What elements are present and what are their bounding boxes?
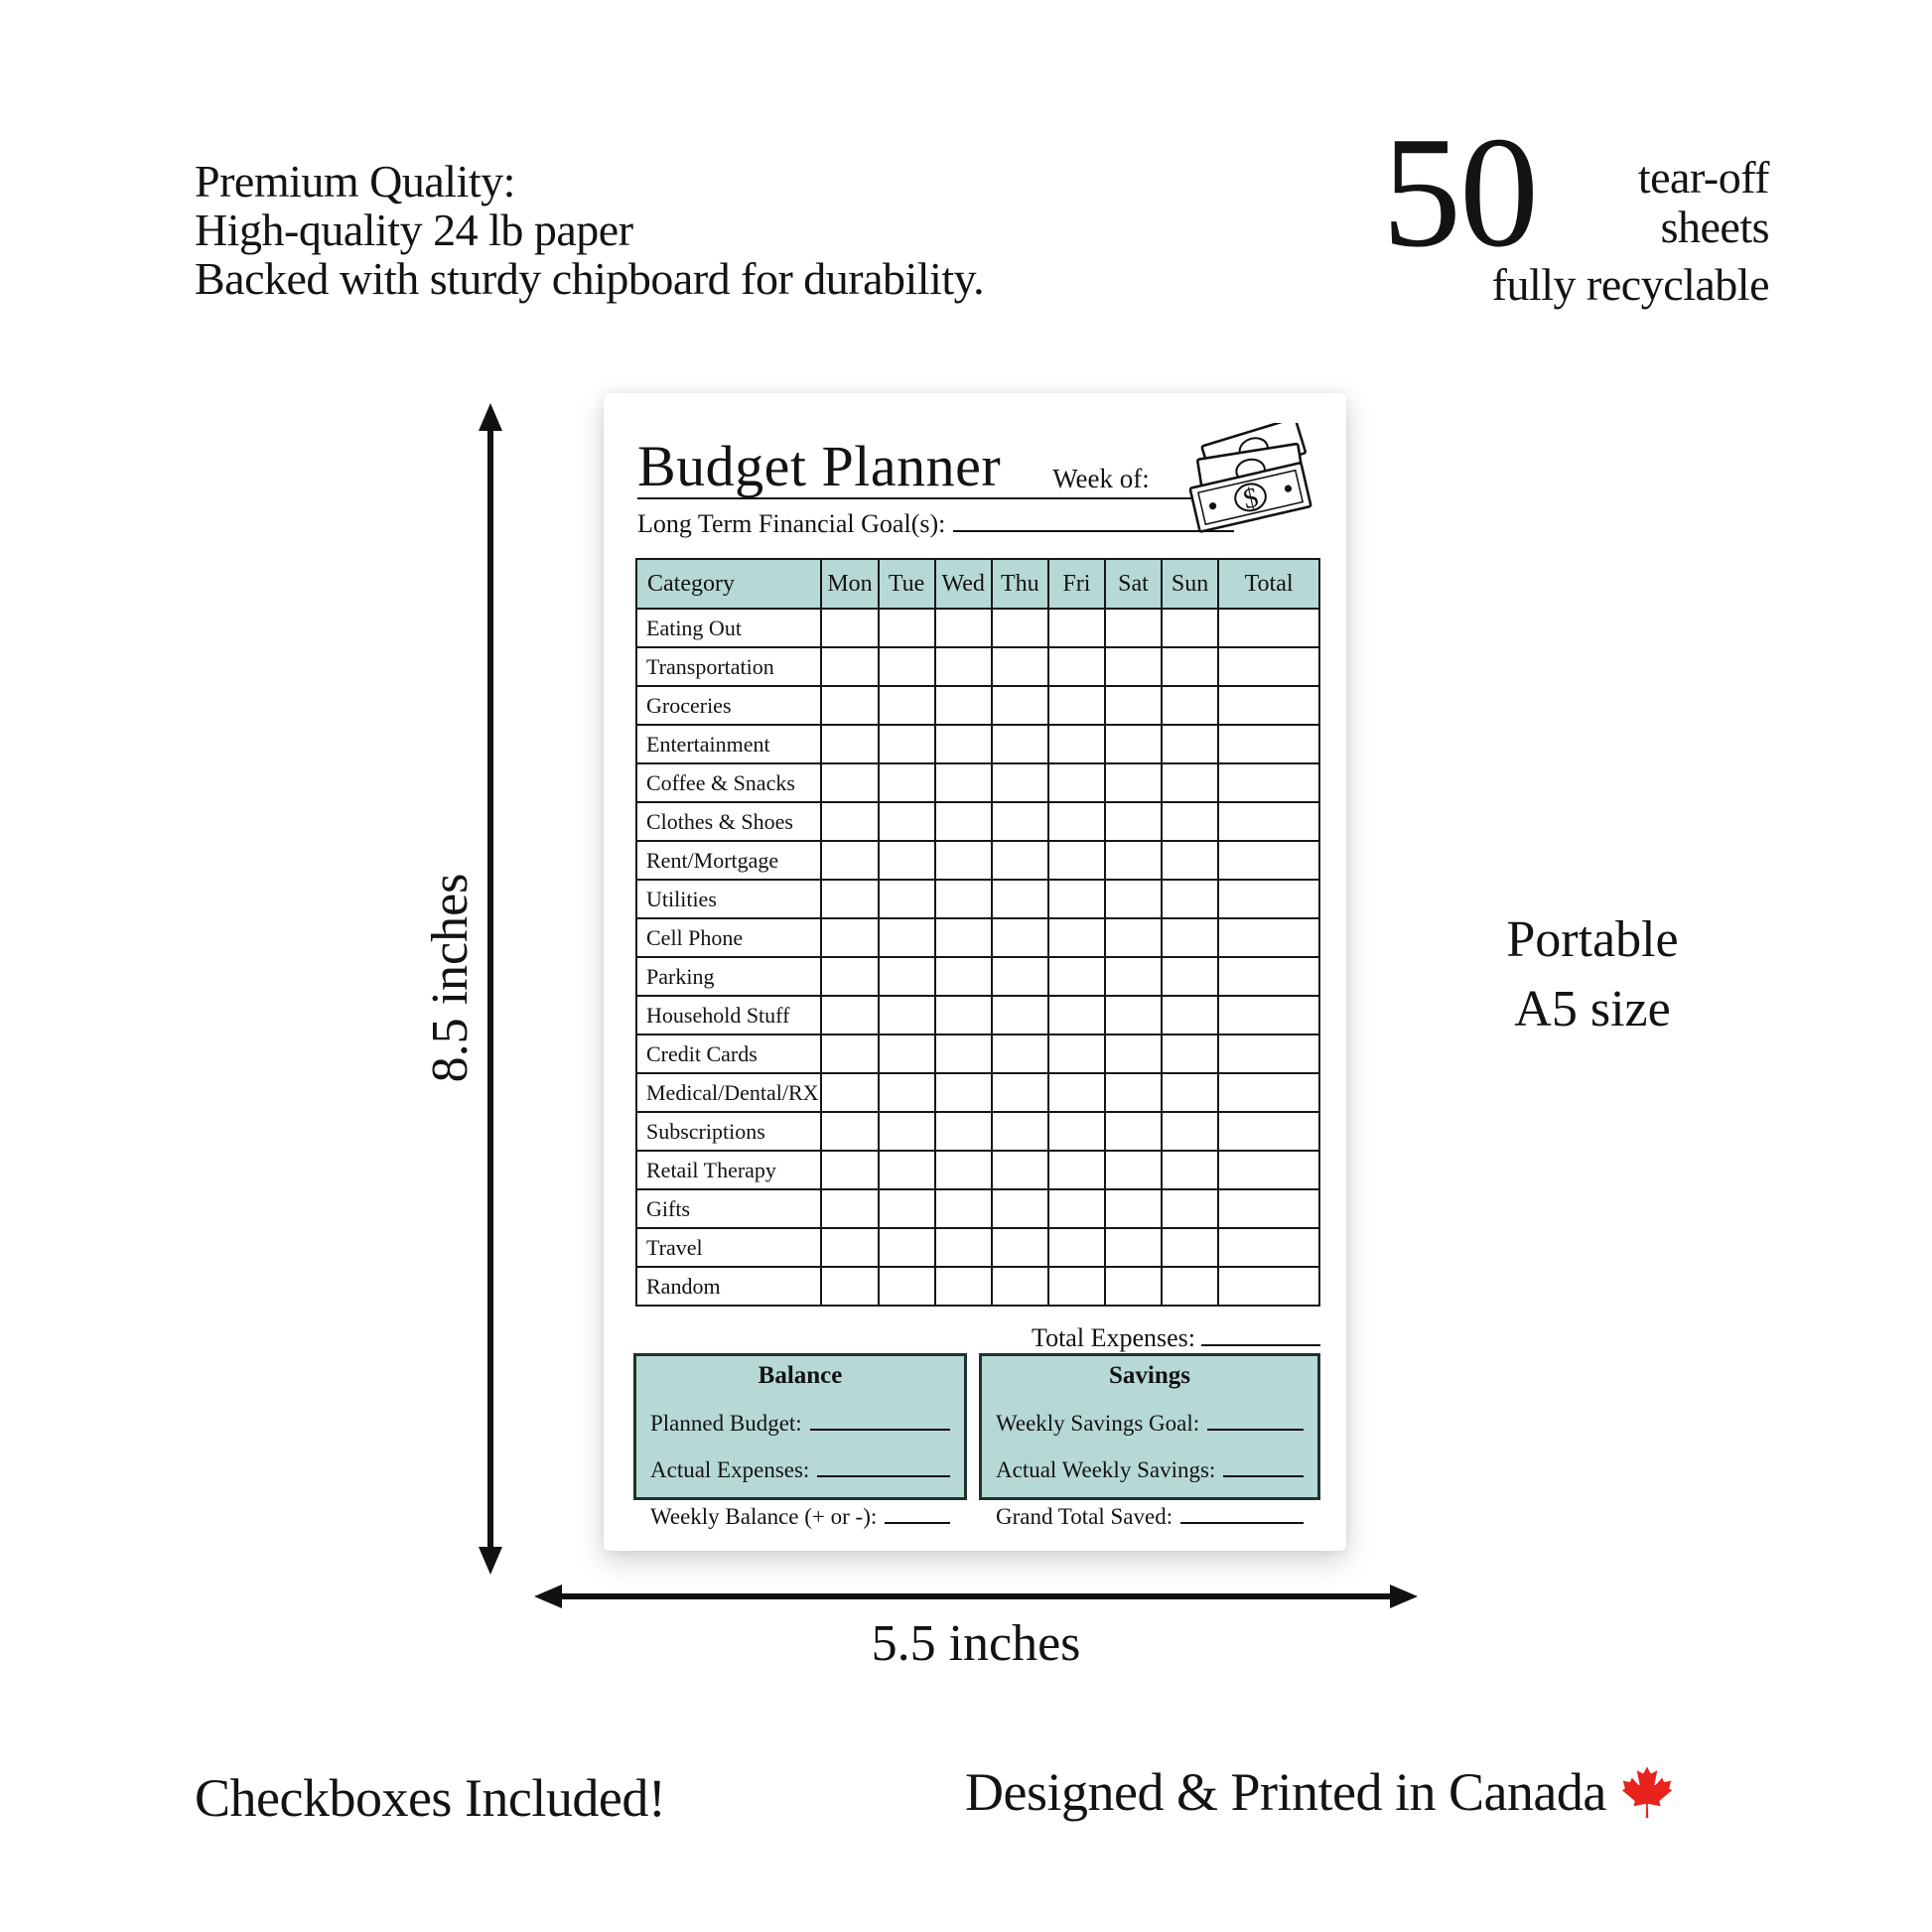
blank-expense-cell <box>935 918 992 957</box>
blank-expense-cell <box>1162 802 1218 841</box>
blank-expense-cell <box>935 763 992 802</box>
blank-expense-cell <box>821 725 878 763</box>
column-header-thu: Thu <box>992 559 1048 609</box>
expense-row <box>636 1228 1319 1267</box>
expense-row <box>636 725 1319 763</box>
expense-table <box>635 558 1320 1307</box>
blank-expense-cell <box>992 1228 1048 1267</box>
portable-line-2: A5 size <box>1514 981 1671 1037</box>
box-field-label: Weekly Balance (+ or -): <box>650 1504 878 1529</box>
blank-expense-cell <box>1218 609 1319 647</box>
blank-expense-cell <box>935 1267 992 1306</box>
balance-box-title: Balance <box>758 1362 843 1389</box>
blank-expense-cell <box>1162 1112 1218 1151</box>
blank-expense-cell <box>821 1151 878 1189</box>
width-dimension-arrow <box>532 1581 1420 1612</box>
blank-expense-cell <box>821 918 878 957</box>
expense-row <box>636 1035 1319 1073</box>
blank-expense-cell <box>1105 1035 1162 1073</box>
box-field-label: Planned Budget: <box>650 1411 802 1436</box>
blank-expense-cell <box>992 686 1048 725</box>
category-cell: Entertainment <box>636 725 821 763</box>
blank-expense-cell <box>879 763 935 802</box>
blank-expense-cell <box>1218 647 1319 686</box>
height-label: 8.5 inches <box>422 873 479 1083</box>
column-header-tue: Tue <box>879 559 935 609</box>
portable-size-text <box>1394 905 1791 1044</box>
savings-box-title: Savings <box>1109 1362 1190 1389</box>
blank-expense-cell <box>1048 880 1105 918</box>
blank-expense-cell <box>1048 686 1105 725</box>
column-header-category: Category <box>636 559 821 609</box>
expense-row <box>636 1073 1319 1112</box>
recyclable-label: fully recyclable <box>1491 259 1769 310</box>
category-cell: Subscriptions <box>636 1112 821 1151</box>
blank-expense-cell <box>992 1267 1048 1306</box>
blank-expense-cell <box>821 763 878 802</box>
goal-row <box>637 504 1234 539</box>
blank-expense-cell <box>935 1035 992 1073</box>
blank-expense-cell <box>879 996 935 1035</box>
premium-line-1: Premium Quality: <box>195 156 515 207</box>
box-field-label: Actual Weekly Savings: <box>996 1457 1216 1482</box>
expense-row <box>636 841 1319 880</box>
blank-expense-cell <box>1162 609 1218 647</box>
blank-expense-cell <box>1162 996 1218 1035</box>
blank-expense-cell <box>935 686 992 725</box>
blank-expense-cell <box>879 1035 935 1073</box>
tear-off-label: tear-off <box>1637 152 1769 203</box>
sheets-label: sheets <box>1660 202 1769 252</box>
blank-expense-cell <box>1162 1035 1218 1073</box>
blank-expense-cell <box>1162 957 1218 996</box>
column-header-wed: Wed <box>935 559 992 609</box>
blank-expense-cell <box>1162 1189 1218 1228</box>
category-cell: Retail Therapy <box>636 1151 821 1189</box>
blank-expense-cell <box>1162 1151 1218 1189</box>
category-cell: Rent/Mortgage <box>636 841 821 880</box>
blank-expense-cell <box>1048 1189 1105 1228</box>
checkboxes-included-text: Checkboxes Included! <box>195 1768 666 1828</box>
blank-expense-cell <box>1218 1189 1319 1228</box>
blank-expense-cell <box>935 880 992 918</box>
blank-expense-cell <box>821 1035 878 1073</box>
expense-table-header-row <box>636 559 1319 609</box>
box-field <box>996 1496 1304 1530</box>
blank-expense-cell <box>992 1112 1048 1151</box>
blank-expense-cell <box>879 918 935 957</box>
dollar-bills-icon <box>1170 423 1336 538</box>
blank-expense-cell <box>1162 918 1218 957</box>
blank-expense-cell <box>1218 996 1319 1035</box>
expense-row <box>636 647 1319 686</box>
blank-expense-cell <box>1218 918 1319 957</box>
box-field <box>996 1403 1304 1437</box>
category-cell: Transportation <box>636 647 821 686</box>
blank-expense-cell <box>1048 1112 1105 1151</box>
blank-expense-cell <box>1218 725 1319 763</box>
blank-expense-cell <box>1048 1073 1105 1112</box>
blank-expense-cell <box>992 1073 1048 1112</box>
blank-expense-cell <box>879 1267 935 1306</box>
blank-expense-cell <box>1048 725 1105 763</box>
blank-expense-cell <box>1048 763 1105 802</box>
category-cell: Credit Cards <box>636 1035 821 1073</box>
blank-expense-cell <box>935 609 992 647</box>
blank-expense-cell <box>1105 686 1162 725</box>
maple-leaf-icon <box>1620 1764 1674 1820</box>
premium-quality-text <box>195 157 984 303</box>
blank-expense-cell <box>1105 763 1162 802</box>
category-cell: Medical/Dental/RX <box>636 1073 821 1112</box>
blank-expense-cell <box>1218 1073 1319 1112</box>
blank-expense-cell <box>821 880 878 918</box>
week-of-label: Week of: <box>1052 464 1150 493</box>
blank-expense-cell <box>821 609 878 647</box>
expense-row <box>636 763 1319 802</box>
blank-expense-cell <box>1048 957 1105 996</box>
blank-expense-cell <box>1048 1035 1105 1073</box>
category-cell: Travel <box>636 1228 821 1267</box>
blank-expense-cell <box>935 996 992 1035</box>
blank-expense-cell <box>1105 1189 1162 1228</box>
blank-expense-cell <box>1048 647 1105 686</box>
blank-expense-cell <box>935 802 992 841</box>
blank-expense-cell <box>879 957 935 996</box>
blank-expense-cell <box>879 1151 935 1189</box>
blank-expense-cell <box>935 1073 992 1112</box>
blank-expense-cell <box>935 1189 992 1228</box>
expense-row <box>636 1267 1319 1306</box>
blank-expense-cell <box>1162 1228 1218 1267</box>
premium-line-3: Backed with sturdy chipboard for durability. <box>195 253 985 304</box>
blank-expense-cell <box>992 763 1048 802</box>
blank-expense-cell <box>821 1228 878 1267</box>
blank-expense-cell <box>1162 647 1218 686</box>
portable-line-1: Portable <box>1506 911 1679 968</box>
blank-expense-cell <box>1048 841 1105 880</box>
blank-expense-cell <box>1218 763 1319 802</box>
box-field-label: Weekly Savings Goal: <box>996 1411 1200 1436</box>
blank-expense-cell <box>1218 1112 1319 1151</box>
blank-expense-cell <box>1105 802 1162 841</box>
blank-expense-cell <box>992 609 1048 647</box>
blank-expense-cell <box>1048 996 1105 1035</box>
blank-expense-cell <box>1162 725 1218 763</box>
canada-label: Designed & Printed in Canada <box>965 1762 1606 1822</box>
blank-expense-cell <box>1162 1073 1218 1112</box>
blank-expense-cell <box>1218 802 1319 841</box>
blank-expense-cell <box>1218 1035 1319 1073</box>
blank-expense-cell <box>1218 957 1319 996</box>
blank-expense-cell <box>1105 918 1162 957</box>
blank-expense-cell <box>1105 1228 1162 1267</box>
blank-expense-cell <box>879 841 935 880</box>
blank-expense-cell <box>1162 686 1218 725</box>
blank-expense-cell <box>1162 1267 1218 1306</box>
planner-header <box>637 431 1234 499</box>
blank-expense-cell <box>821 1112 878 1151</box>
sheet-count: 50 <box>1382 103 1537 280</box>
blank-expense-cell <box>992 725 1048 763</box>
expense-row <box>636 1151 1319 1189</box>
planner-sheet <box>604 393 1346 1551</box>
blank-expense-cell <box>992 996 1048 1035</box>
column-header-sat: Sat <box>1105 559 1162 609</box>
blank-expense-cell <box>992 647 1048 686</box>
category-cell: Household Stuff <box>636 996 821 1035</box>
blank-expense-cell <box>879 725 935 763</box>
blank-expense-cell <box>992 802 1048 841</box>
planner-title: Budget Planner <box>637 434 1002 498</box>
balance-box <box>633 1353 967 1529</box>
blank-expense-cell <box>1105 1267 1162 1306</box>
box-field <box>996 1449 1304 1483</box>
box-field-blank-line <box>1223 1449 1304 1477</box>
blank-expense-cell <box>992 1151 1048 1189</box>
blank-expense-cell <box>821 1267 878 1306</box>
blank-expense-cell <box>935 957 992 996</box>
blank-expense-cell <box>1105 1151 1162 1189</box>
total-expenses-label: Total Expenses: <box>1032 1323 1195 1352</box>
sheet-count-labels <box>1638 153 1769 252</box>
box-field-blank-line <box>810 1403 950 1431</box>
blank-expense-cell <box>1048 802 1105 841</box>
category-cell: Clothes & Shoes <box>636 802 821 841</box>
made-in-canada-text <box>965 1761 1674 1823</box>
box-field-label: Actual Expenses: <box>650 1457 810 1482</box>
blank-expense-cell <box>1218 686 1319 725</box>
expense-table-body <box>636 609 1319 1306</box>
goal-label: Long Term Financial Goal(s): <box>637 509 946 538</box>
blank-expense-cell <box>992 918 1048 957</box>
blank-expense-cell <box>935 841 992 880</box>
blank-expense-cell <box>1105 725 1162 763</box>
blank-expense-cell <box>821 1073 878 1112</box>
blank-expense-cell <box>1048 1151 1105 1189</box>
blank-expense-cell <box>879 880 935 918</box>
blank-expense-cell <box>1162 880 1218 918</box>
column-header-mon: Mon <box>821 559 878 609</box>
blank-expense-cell <box>879 1073 935 1112</box>
total-expenses-blank-line <box>1201 1318 1320 1346</box>
expense-row <box>636 609 1319 647</box>
category-cell: Eating Out <box>636 609 821 647</box>
blank-expense-cell <box>879 647 935 686</box>
blank-expense-cell <box>1105 880 1162 918</box>
blank-expense-cell <box>1218 841 1319 880</box>
blank-expense-cell <box>821 996 878 1035</box>
box-field-blank-line <box>817 1449 950 1477</box>
column-header-fri: Fri <box>1048 559 1105 609</box>
savings-box-fields <box>996 1403 1304 1530</box>
blank-expense-cell <box>1105 841 1162 880</box>
blank-expense-cell <box>821 647 878 686</box>
blank-expense-cell <box>879 609 935 647</box>
total-expenses-row <box>1032 1318 1320 1353</box>
box-field-blank-line <box>1180 1496 1304 1524</box>
column-header-total: Total <box>1218 559 1319 609</box>
blank-expense-cell <box>992 1189 1048 1228</box>
category-cell: Parking <box>636 957 821 996</box>
blank-expense-cell <box>1105 957 1162 996</box>
blank-expense-cell <box>821 841 878 880</box>
expense-row <box>636 957 1319 996</box>
blank-expense-cell <box>821 686 878 725</box>
blank-expense-cell <box>1218 1228 1319 1267</box>
blank-expense-cell <box>1048 918 1105 957</box>
category-cell: Random <box>636 1267 821 1306</box>
blank-expense-cell <box>1218 1151 1319 1189</box>
blank-expense-cell <box>992 1035 1048 1073</box>
premium-line-2: High-quality 24 lb paper <box>195 205 633 255</box>
blank-expense-cell <box>821 1189 878 1228</box>
blank-expense-cell <box>821 957 878 996</box>
expense-row <box>636 996 1319 1035</box>
column-header-sun: Sun <box>1162 559 1218 609</box>
box-field-blank-line <box>885 1496 950 1524</box>
width-label: 5.5 inches <box>871 1615 1081 1672</box>
blank-expense-cell <box>821 802 878 841</box>
blank-expense-cell <box>1105 609 1162 647</box>
expense-row <box>636 802 1319 841</box>
blank-expense-cell <box>1105 996 1162 1035</box>
blank-expense-cell <box>992 957 1048 996</box>
blank-expense-cell <box>1048 1267 1105 1306</box>
dollar-sign: $ <box>1240 481 1262 516</box>
blank-expense-cell <box>1105 1073 1162 1112</box>
blank-expense-cell <box>1048 609 1105 647</box>
blank-expense-cell <box>1162 841 1218 880</box>
expense-row <box>636 918 1319 957</box>
expense-row <box>636 686 1319 725</box>
blank-expense-cell <box>1218 880 1319 918</box>
category-cell: Utilities <box>636 880 821 918</box>
box-field <box>650 1403 950 1437</box>
balance-box-fields <box>650 1403 950 1530</box>
expense-row <box>636 1112 1319 1151</box>
blank-expense-cell <box>879 1112 935 1151</box>
blank-expense-cell <box>935 647 992 686</box>
blank-expense-cell <box>1048 1228 1105 1267</box>
blank-expense-cell <box>1105 647 1162 686</box>
box-field-blank-line <box>1207 1403 1304 1431</box>
box-field <box>650 1449 950 1483</box>
blank-expense-cell <box>1218 1267 1319 1306</box>
blank-expense-cell <box>879 686 935 725</box>
blank-expense-cell <box>879 802 935 841</box>
blank-expense-cell <box>879 1228 935 1267</box>
blank-expense-cell <box>1162 763 1218 802</box>
blank-expense-cell <box>935 1228 992 1267</box>
category-cell: Cell Phone <box>636 918 821 957</box>
expense-row <box>636 1189 1319 1228</box>
blank-expense-cell <box>935 1151 992 1189</box>
category-cell: Groceries <box>636 686 821 725</box>
category-cell: Coffee & Snacks <box>636 763 821 802</box>
blank-expense-cell <box>1105 1112 1162 1151</box>
blank-expense-cell <box>992 880 1048 918</box>
box-field-label: Grand Total Saved: <box>996 1504 1173 1529</box>
blank-expense-cell <box>992 841 1048 880</box>
expense-row <box>636 880 1319 918</box>
blank-expense-cell <box>935 1112 992 1151</box>
savings-box <box>979 1353 1320 1529</box>
blank-expense-cell <box>935 725 992 763</box>
box-field <box>650 1496 950 1530</box>
category-cell: Gifts <box>636 1189 821 1228</box>
blank-expense-cell <box>879 1189 935 1228</box>
